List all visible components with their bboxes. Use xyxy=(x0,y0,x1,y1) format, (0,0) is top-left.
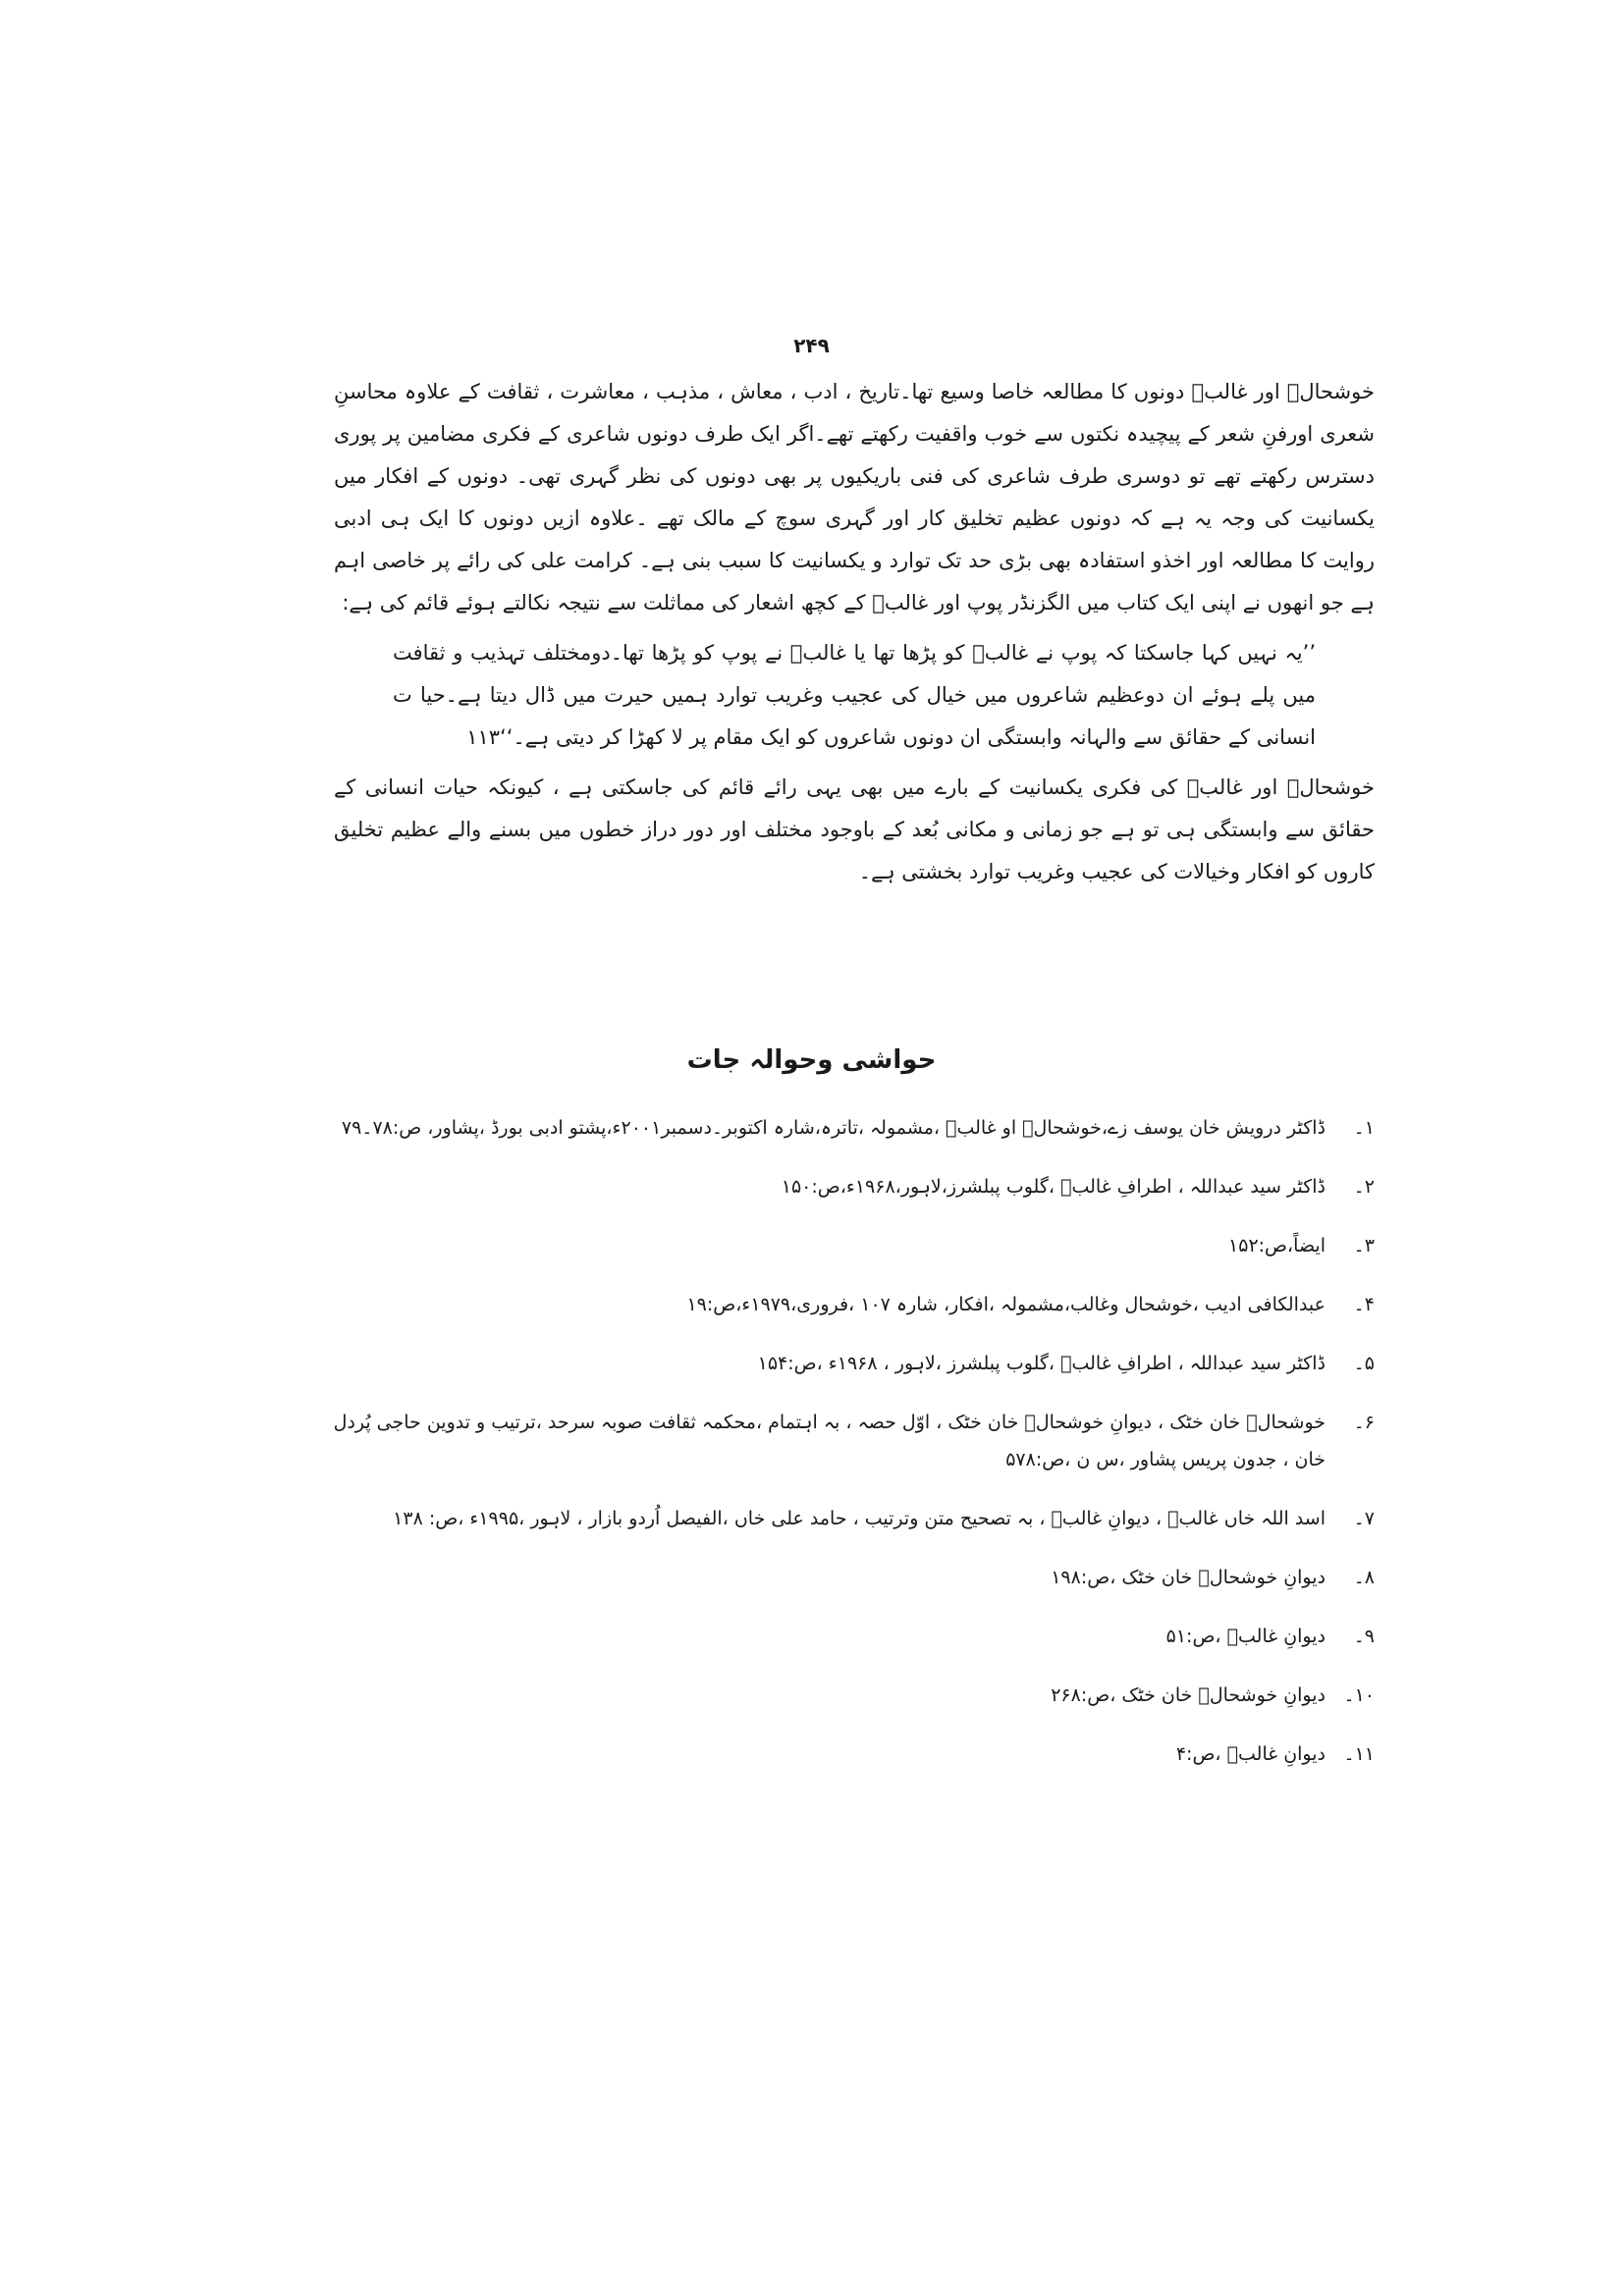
notes-list xyxy=(314,1109,1375,1794)
note-number: ۷۔ xyxy=(1353,1508,1375,1529)
note-text: ڈاکٹر سید عبداللہ ، اطرافِ غالبؔ ،گلوب پبلشرز ،لاہور ، ۱۹۶۸ء ،ص:۱۵۴ xyxy=(757,1353,1325,1374)
note-number: ۱۰۔ xyxy=(1343,1684,1375,1706)
note-item xyxy=(314,1345,1375,1382)
note-text: عبدالکافی ادیب ،خوشحال وغالب،مشمولہ ،افکار، شارہ ۱۰۷ ،فروری،۱۹۷۹ء،ص:۱۹ xyxy=(686,1294,1325,1315)
note-text: ایضاً،ص:۱۵۲ xyxy=(1228,1235,1325,1256)
note-item xyxy=(314,1500,1375,1537)
note-number: ۱۔ xyxy=(1353,1117,1375,1139)
block-quote: ’’یہ نہیں کہا جاسکتا کہ پوپ نے غالبؔ کو پڑھا تھا یا غالبؔ نے پوپ کو پڑھا تھا۔دومختلف تہذیب و ثقافت میں پلے ہوئے ان دوعظیم شاعروں میں خیال کی عجیب وغریب توارد ہمیں حیرت میں ڈال دیتا ہے۔حیا ت انسانی کے حقائق سے والہانہ وابستگی ان دونوں شاعروں کو ایک مقام پر لا کھڑا کر دیتی ہے۔‘‘۱۱۳ xyxy=(393,641,1316,749)
note-number: ۴۔ xyxy=(1353,1294,1375,1315)
note-number: ۶۔ xyxy=(1353,1412,1375,1433)
note-number: ۹۔ xyxy=(1353,1626,1375,1647)
note-item xyxy=(314,1404,1375,1478)
note-text: ڈاکٹر سید عبداللہ ، اطرافِ غالبؔ ،گلوب پبلشرز،لاہور،۱۹۶۸ء،ص:۱۵۰ xyxy=(781,1176,1325,1198)
note-item xyxy=(314,1227,1375,1264)
note-text: اسد اللہ خاں غالبؔ ، دیوانِ غالبؔ ، بہ تصحیح متن وترتیب ، حامد علی خاں ،الفیصل اُردو بازار ، لاہور ،۱۹۹۵ء ،ص: ۱۳۸ xyxy=(393,1508,1325,1529)
page-number: ۲۴۹ xyxy=(793,334,830,357)
note-text: دیوانِ غالبؔ ،ص:۵۱ xyxy=(1165,1626,1325,1647)
note-item xyxy=(314,1559,1375,1596)
note-text: دیوانِ غالبؔ ،ص:۴ xyxy=(1175,1743,1325,1765)
note-text: دیوانِ خوشحالؔ خان خٹک ،ص:۱۹۸ xyxy=(1051,1567,1325,1588)
closing-paragraph: خوشحالؔ اور غالبؔ کی فکری یکسانیت کے بارے میں بھی یہی رائے قائم کی جاسکتی ہے ، کیونکہ حیات انسانی کے حقائق سے وابستگی ہی تو ہے جو زمانی و مکانی بُعد کے باوجود مختلف اور دور دراز خطوں میں بسنے والے عظیم تخلیق کاروں کو افکار وخیالات کی عجیب وغریب توارد بخشتی ہے۔ xyxy=(334,775,1375,883)
note-text: دیوانِ خوشحالؔ خان خٹک ،ص:۲۶۸ xyxy=(1051,1684,1325,1706)
note-text: خوشحالؔ خان خٹک ، دیوانِ خوشحالؔ خان خٹک ، اوّل حصہ ، بہ اہتمام ،محکمہ ثقافت صوبہ سرحد ،ترتیب و تدوین حاجی پُردل خان ، جدون پریس پشاور ،س ن ،ص:۵۷۸ xyxy=(333,1412,1325,1470)
note-item xyxy=(314,1286,1375,1323)
body-text xyxy=(334,371,1375,893)
note-item xyxy=(314,1735,1375,1773)
note-text: ڈاکٹر درویش خان یوسف زے،خوشحالؔ او غالبؔ ،مشمولہ ،تاترہ،شارہ اکتوبر۔دسمبر۲۰۰۱ء،پشتو ادبی بورڈ ،پشاور، ص:۷۸۔۷۹ xyxy=(341,1117,1325,1139)
note-number: ۲۔ xyxy=(1353,1176,1375,1198)
note-number: ۸۔ xyxy=(1353,1567,1375,1588)
note-number: ۳۔ xyxy=(1353,1235,1375,1256)
notes-heading: حواشی وحوالہ جات xyxy=(686,1045,937,1075)
note-item xyxy=(314,1168,1375,1205)
note-item xyxy=(314,1618,1375,1655)
note-number: ۵۔ xyxy=(1353,1353,1375,1374)
note-number: ۱۱۔ xyxy=(1343,1743,1375,1765)
intro-paragraph: خوشحالؔ اور غالبؔ دونوں کا مطالعہ خاصا وسیع تھا۔تاریخ ، ادب ، معاش ، مذہب ، معاشرت ، ثقافت کے علاوہ محاسنِ شعری اورفنِ شعر کے پیچیدہ نکتوں سے خوب واقفیت رکھتے تھے۔اگر ایک طرف دونوں شاعری کے فکری مضامین پر پوری دسترس رکھتے تھے تو دوسری طرف شاعری کی فنی باریکیوں پر بھی دونوں کی نظر گہری تھی۔ دونوں کے افکار میں یکسانیت کی وجہ یہ ہے کہ دونوں عظیم تخلیق کار اور گہری سوچ کے مالک تھے ۔علاوہ ازیں دونوں کا ایک ہی ادبی روایت کا مطالعہ اور اخذو استفادہ بھی بڑی حد تک توارد و یکسانیت کا سبب بنی ہے۔ کرامت علی کی رائے پر خاصی اہم ہے جو انھوں نے اپنی ایک کتاب میں الگزنڈر پوپ اور غالبؔ کے کچھ اشعار کی مماثلت سے نتیجہ نکالتے ہوئے قائم کی ہے: xyxy=(334,380,1375,614)
note-item xyxy=(314,1109,1375,1147)
note-item xyxy=(314,1677,1375,1714)
